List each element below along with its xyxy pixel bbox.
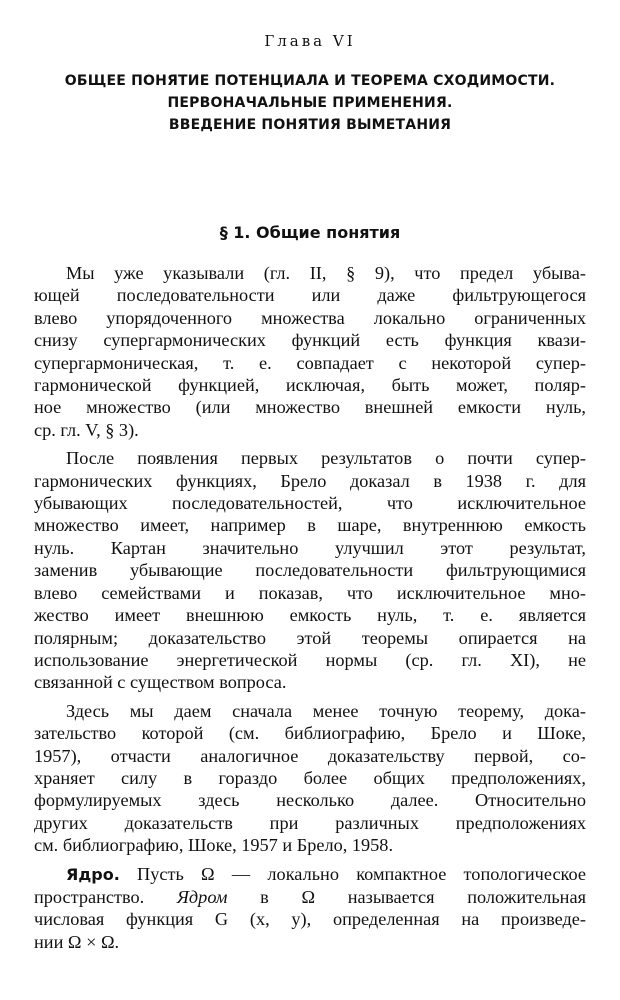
text-line: множество имеет, например в шаре, внутреннюю емкость — [34, 515, 586, 536]
text-line: ющей последовательности или даже фильтрующегося — [34, 285, 586, 306]
text-line: использование энергетической нормы (ср. гл. XI), не — [34, 649, 586, 670]
chapter-title — [34, 70, 586, 136]
text-line — [34, 863, 586, 886]
page — [34, 30, 586, 959]
text-line: Здесь мы даем сначала менее точную теорему, дока- — [66, 700, 586, 721]
text-line: заменив убывающие последовательности фильтрующимися — [34, 560, 586, 581]
text-line — [34, 886, 586, 908]
text-line: нуль. Картан значительно улучшил этот результат, — [34, 537, 586, 558]
chapter-title-line-3: ВВЕДЕНИЕ ПОНЯТИЯ ВЫМЕТАНИЯ — [168, 117, 452, 133]
chapter-title-line-1: ОБЩЕЕ ПОНЯТИЕ ПОТЕНЦИАЛА И ТЕОРЕМА СХОДИМОСТИ. — [64, 73, 556, 89]
kernel-second-line-rest: в Ω называется положительная — [227, 886, 586, 907]
text-line: храняет силу в гораздо более общих предположениях, — [34, 767, 586, 788]
paragraph-kernel — [34, 863, 586, 954]
text-line: 1957), отчасти аналогичное доказательству первой, со- — [34, 745, 586, 766]
text-line: гармонических функциях, Брело доказал в 1938 г. для — [34, 470, 586, 491]
text-line: Мы уже указывали (гл. II, § 9), что предел убыва- — [66, 263, 586, 283]
text-line: влево упорядоченного множества локально ограниченных — [34, 307, 586, 328]
text-line: гармонической функцией, исключая, быть может, поляр- — [34, 375, 586, 396]
text-line: полярным; доказательство этой теоремы опирается на — [34, 627, 586, 648]
chapter-title-line-2: ПЕРВОНАЧАЛЬНЫЕ ПРИМЕНЕНИЯ. — [167, 95, 453, 111]
text-line: После появления первых результатов о почти супер- — [66, 448, 586, 469]
text-line: см. библиографию, Шоке, 1957 и Брело, 1958. — [34, 835, 394, 856]
text-line: ное множество (или множество внешней емкости нуль, — [34, 397, 586, 418]
text-line: супергармоническая, т. е. совпадает с некоторой супер- — [34, 352, 586, 373]
text-line: снизу супергармонических функций есть функция квази- — [34, 330, 586, 351]
text-line: формулируемых здесь несколько далее. Относительно — [34, 790, 586, 811]
kernel-first-line-rest: Пусть Ω — локально компактное топологическое — [119, 863, 586, 884]
paragraph-3 — [34, 700, 586, 857]
kernel-term: Ядро. — [66, 864, 120, 884]
text-line: связанной с существом вопроса. — [34, 672, 287, 693]
kernel-space-word: пространство. — [34, 886, 145, 907]
paragraph-2 — [34, 447, 586, 693]
text-line: убывающих последовательностей, что исключительное — [34, 493, 586, 514]
paragraph-1 — [34, 262, 586, 441]
text-line: зательство которой (см. библиографию, Брело и Шоке, — [34, 723, 586, 744]
text-line: нии Ω × Ω. — [34, 931, 120, 952]
text-line: других доказательств при различных предположениях — [34, 812, 586, 833]
kernel-italic-term: Ядром — [176, 886, 228, 907]
text-line: влево семействами и показав, что исключительное мно- — [34, 582, 586, 603]
section-title: § 1. Общие понятия — [219, 223, 401, 242]
text-line: жество имеет внешнюю емкость нуль, т. е. является — [34, 605, 586, 626]
text-line: числовая функция G (x, y), определенная на произведе- — [34, 909, 586, 930]
text-line: ср. гл. V, § 3). — [34, 419, 139, 440]
chapter-label: Глава VI — [264, 32, 356, 50]
